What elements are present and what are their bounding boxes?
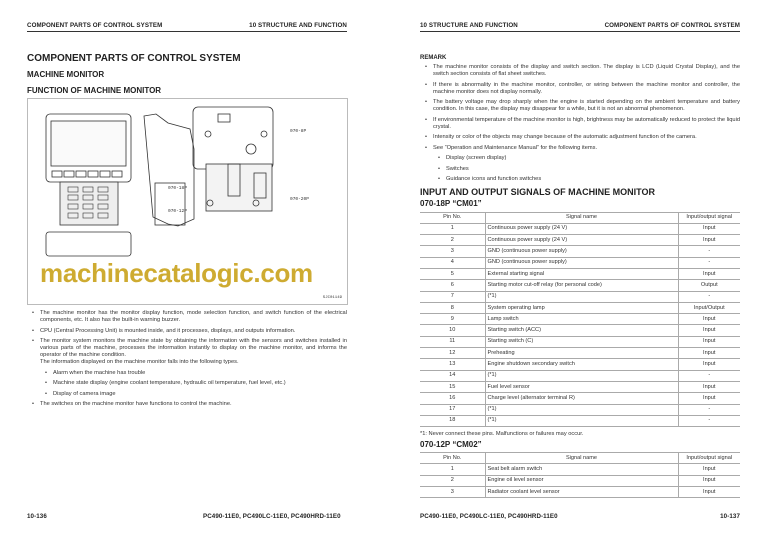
signal-name: (*1) xyxy=(485,415,678,426)
bullet-item: • The switches on the machine monitor have functions to control the machine. xyxy=(40,401,347,408)
running-header-left: 10 STRUCTURE AND FUNCTION xyxy=(420,22,518,29)
pin-number: 8 xyxy=(420,302,485,313)
io-signal: Input xyxy=(678,487,740,498)
remark-sub-item: • Display (screen display) xyxy=(446,155,740,162)
io-signal: Input xyxy=(678,348,740,359)
remark-item: • If there is abnormality in the machine monitor, controller, or wiring between the machine monitor and controller, the machine monitor does not display normally. xyxy=(433,82,740,96)
table-row xyxy=(420,291,740,302)
header-rule xyxy=(420,31,740,32)
sub-bullet: • Display of camera image xyxy=(53,391,347,398)
remark-item: • Intensity or color of the objects may change because of the automatic adjustment function of the camera. xyxy=(433,134,740,141)
signal-name: Seat belt alarm switch xyxy=(485,464,678,475)
column-header: Signal name xyxy=(485,212,678,223)
io-signal: Input xyxy=(678,235,740,246)
table-row xyxy=(420,235,740,246)
remark-item: • The machine monitor consists of the display and switch section. The display is LCD (Liquid Crystal Display), and the switch section consists of flat sheet switches. xyxy=(433,64,740,78)
connector-label: 070-18P xyxy=(168,186,187,191)
remark-sub-item: • Switches xyxy=(446,166,740,173)
remark-item: • See “Operation and Maintenance Manual” for the following items. xyxy=(433,145,740,152)
watermark: machinecatalogic.com xyxy=(40,258,313,288)
column-header: Input/output signal xyxy=(678,212,740,223)
column-header: Signal name xyxy=(485,453,678,464)
running-header-left: COMPONENT PARTS OF CONTROL SYSTEM xyxy=(27,22,163,29)
signal-name: Continuous power supply (24 V) xyxy=(485,235,678,246)
table-row xyxy=(420,359,740,370)
table-row xyxy=(420,223,740,234)
connector-label: 070-20P xyxy=(290,197,309,202)
column-header: Pin No. xyxy=(420,212,485,223)
io-signal: Input xyxy=(678,336,740,347)
signal-name: Fuel level sensor xyxy=(485,381,678,392)
io-signal: Input xyxy=(678,325,740,336)
signal-name: Starting switch (C) xyxy=(485,336,678,347)
pin-number: 7 xyxy=(420,291,485,302)
pin-number: 15 xyxy=(420,381,485,392)
cm01-title: 070-18P “CM01” xyxy=(420,198,482,208)
signal-name: System operating lamp xyxy=(485,302,678,313)
signal-name: Charge level (alternator terminal R) xyxy=(485,393,678,404)
running-header-right: 10 STRUCTURE AND FUNCTION xyxy=(249,22,347,29)
pin-number: 11 xyxy=(420,336,485,347)
io-signal: - xyxy=(678,415,740,426)
cm01-table xyxy=(420,212,740,428)
connector-label: 070-8P xyxy=(290,129,307,134)
io-signal: Input xyxy=(678,393,740,404)
io-signal: Input xyxy=(678,268,740,279)
signal-name: Starting switch (ACC) xyxy=(485,325,678,336)
pin-number: 6 xyxy=(420,280,485,291)
connector-label: 070-12P xyxy=(168,209,187,214)
io-signal: Input xyxy=(678,475,740,486)
pin-number: 2 xyxy=(420,475,485,486)
page-title: COMPONENT PARTS OF CONTROL SYSTEM xyxy=(27,53,241,64)
table-row xyxy=(420,415,740,426)
io-signal: Input/Output xyxy=(678,302,740,313)
function-keys xyxy=(52,171,122,177)
table-row xyxy=(420,336,740,347)
remark-sub-item: • Guidance icons and function switches xyxy=(446,176,740,183)
table-row xyxy=(420,302,740,313)
header-rule xyxy=(27,31,347,32)
model-footer: PC490-11E0, PC490LC-11E0, PC490HRD-11E0 xyxy=(420,513,558,520)
signal-name: Starting motor cut-off relay (for personal code) xyxy=(485,280,678,291)
pin-number: 17 xyxy=(420,404,485,415)
bullet-item: • CPU (Central Processing Unit) is mounted inside, and it processes, displays, and outputs information. xyxy=(40,328,347,335)
table-row xyxy=(420,370,740,381)
pin-number: 1 xyxy=(420,223,485,234)
signal-name: GND (continuous power supply) xyxy=(485,246,678,257)
column-header: Input/output signal xyxy=(678,453,740,464)
pin-number: 5 xyxy=(420,268,485,279)
signal-name: Engine shutdown secondary switch xyxy=(485,359,678,370)
signal-name: External starting signal xyxy=(485,268,678,279)
io-signal: Input xyxy=(678,223,740,234)
figure-id: SJC01149 xyxy=(322,296,342,300)
signal-name: (*1) xyxy=(485,291,678,302)
table-row xyxy=(420,280,740,291)
right-page-body xyxy=(420,55,740,498)
table-header-row xyxy=(420,212,740,223)
io-signal: - xyxy=(678,257,740,268)
sub-bullet: • Machine state display (engine coolant temperature, hydraulic oil temperature, fuel level, etc.) xyxy=(53,380,347,387)
section-heading: FUNCTION OF MACHINE MONITOR xyxy=(27,86,162,95)
pin-number: 2 xyxy=(420,235,485,246)
table-row xyxy=(420,314,740,325)
function-bullets xyxy=(27,310,347,412)
remark-item: • If environmental temperature of the machine monitor is high, brightness may be automatically reduced to protect the liquid crystal. xyxy=(433,117,740,131)
io-signal: - xyxy=(678,291,740,302)
cm02-title: 070-12P “CM02” xyxy=(420,440,482,450)
pin-number: 9 xyxy=(420,314,485,325)
table-row xyxy=(420,381,740,392)
table-header-row xyxy=(420,453,740,464)
signal-name: Radiator coolant level sensor xyxy=(485,487,678,498)
pin-number: 16 xyxy=(420,393,485,404)
signal-name: Engine oil level sensor xyxy=(485,475,678,486)
io-heading: INPUT AND OUTPUT SIGNALS OF MACHINE MONITOR xyxy=(420,186,655,197)
io-signal: Input xyxy=(678,381,740,392)
io-signal: - xyxy=(678,404,740,415)
bullet-item: • The machine monitor has the monitor display function, mode selection function, and switch function of the electrical components, etc. It also has the built-in warning buzzer. xyxy=(40,310,347,324)
cm02-table xyxy=(420,452,740,498)
table-row xyxy=(420,348,740,359)
column-header: Pin No. xyxy=(420,453,485,464)
sub-bullet: • Alarm when the machine has trouble xyxy=(53,370,347,377)
signal-name: Continuous power supply (24 V) xyxy=(485,223,678,234)
io-signal: - xyxy=(678,370,740,381)
io-signal: - xyxy=(678,246,740,257)
pin-number: 10 xyxy=(420,325,485,336)
table-row xyxy=(420,404,740,415)
signal-name: (*1) xyxy=(485,404,678,415)
footnote: *1: Never connect these pins. Malfunctions or failures may occur. xyxy=(420,431,584,438)
table-row xyxy=(420,246,740,257)
signal-name: Lamp switch xyxy=(485,314,678,325)
pin-number: 12 xyxy=(420,348,485,359)
model-footer: PC490-11E0, PC490LC-11E0, PC490HRD-11E0 xyxy=(203,513,341,520)
io-signal: Input xyxy=(678,464,740,475)
pin-number: 14 xyxy=(420,370,485,381)
io-signal: Input xyxy=(678,314,740,325)
pin-number: 4 xyxy=(420,257,485,268)
io-signal: Input xyxy=(678,359,740,370)
page-number: 10-136 xyxy=(27,513,47,520)
pin-number: 18 xyxy=(420,415,485,426)
remark-item: • The battery voltage may drop sharply when the engine is started depending on the ambient temperature and battery condition. In this case, the display may disappear for a while, but it is not an abnormal phenomenon. xyxy=(433,99,740,113)
table-row xyxy=(420,475,740,486)
signal-name: GND (continuous power supply) xyxy=(485,257,678,268)
pin-number: 13 xyxy=(420,359,485,370)
bullet-continuation: The information displayed on the machine monitor falls into the following types. xyxy=(40,359,239,365)
table-row xyxy=(420,257,740,268)
pin-number: 1 xyxy=(420,464,485,475)
io-signal: Output xyxy=(678,280,740,291)
table-row xyxy=(420,268,740,279)
bullet-item: • The monitor system monitors the machine state by obtaining the information with the sensors and switches installed in various parts of the machine, processes the information instantly to display on the machine monitor, and informs the operator of the machine condition. xyxy=(40,338,347,359)
table-row xyxy=(420,393,740,404)
page-number: 10-137 xyxy=(720,513,740,520)
signal-name: (*1) xyxy=(485,370,678,381)
running-header-right: COMPONENT PARTS OF CONTROL SYSTEM xyxy=(604,22,740,29)
pin-number: 3 xyxy=(420,487,485,498)
table-row xyxy=(420,487,740,498)
remark-title: REMARK xyxy=(420,55,447,61)
subtitle: MACHINE MONITOR xyxy=(27,70,105,79)
table-row xyxy=(420,325,740,336)
pin-number: 3 xyxy=(420,246,485,257)
table-row xyxy=(420,464,740,475)
signal-name: Preheating xyxy=(485,348,678,359)
